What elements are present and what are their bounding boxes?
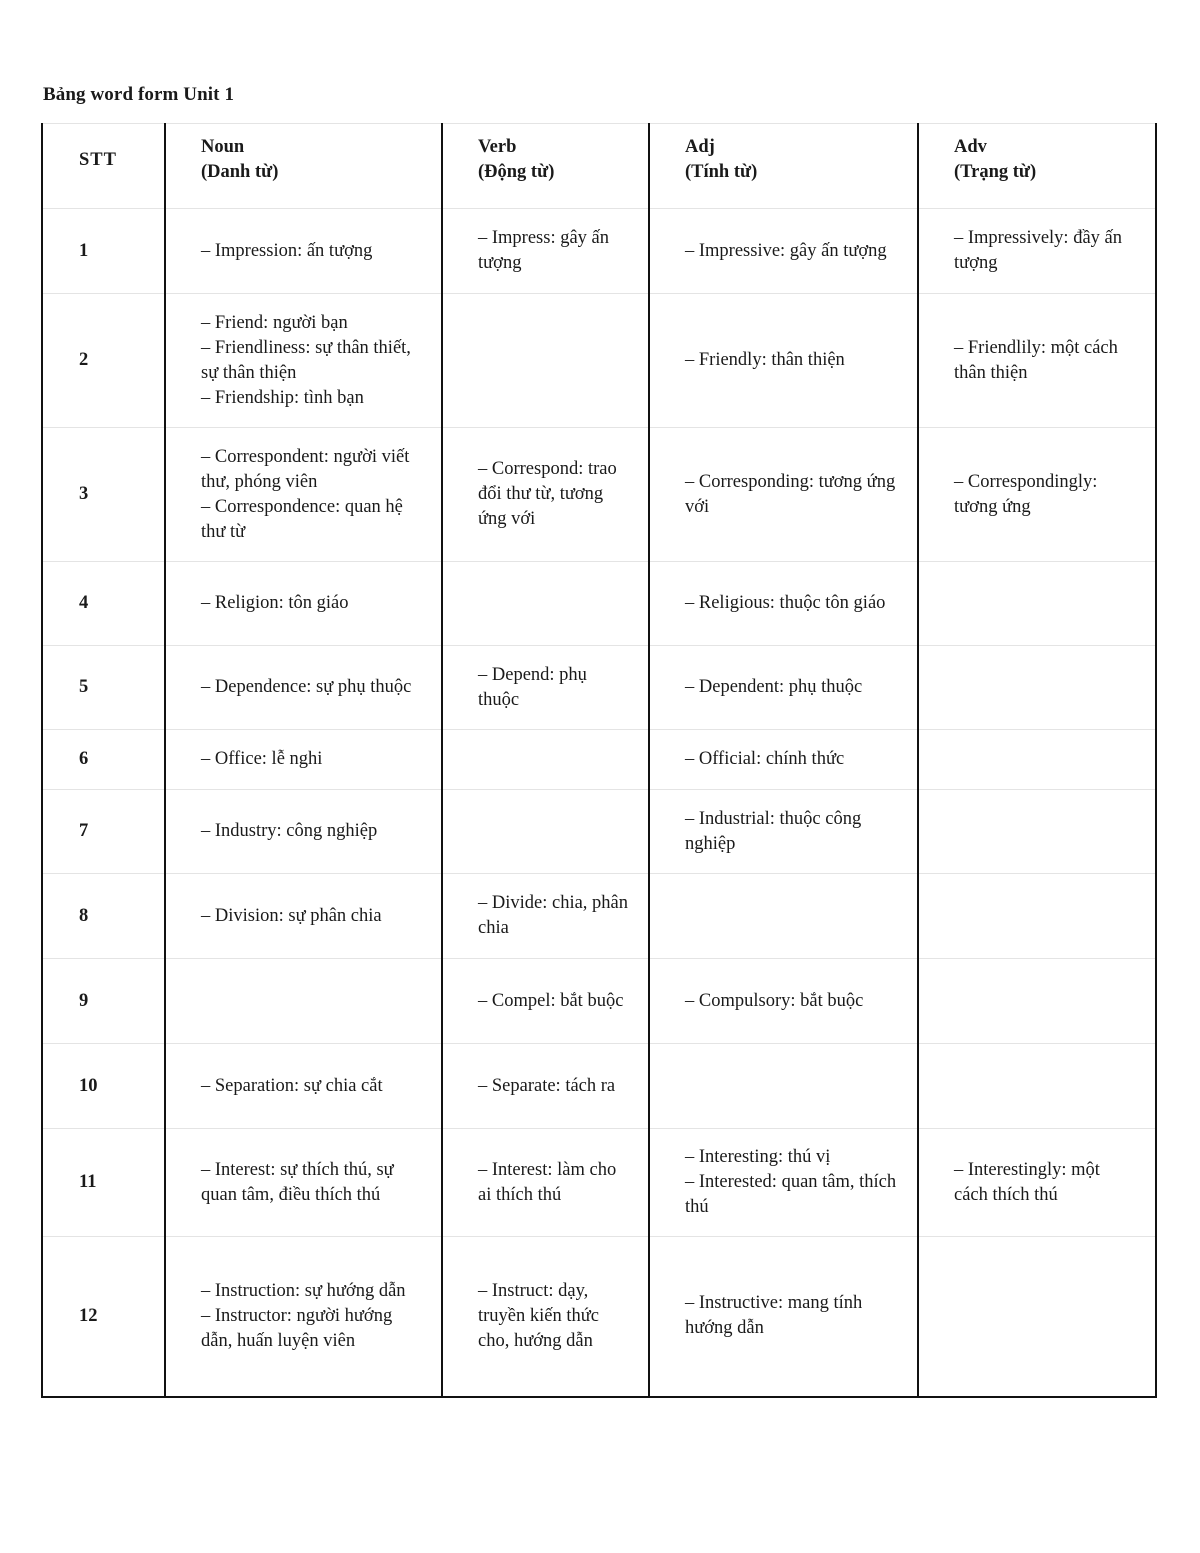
noun-text: – Dependence: sự phụ thuộc bbox=[201, 677, 412, 697]
noun-text: – Industry: công nghiệp bbox=[201, 821, 378, 841]
table-row bbox=[42, 646, 1156, 730]
noun-cell bbox=[165, 874, 442, 959]
adj-text: – Official: chính thức bbox=[685, 749, 845, 769]
verb-text: – Impress: gây ấn tượng bbox=[478, 228, 610, 273]
verb-cell bbox=[442, 562, 649, 646]
adv-cell bbox=[918, 1129, 1156, 1237]
adj-text: – Dependent: phụ thuộc bbox=[685, 677, 863, 697]
row-number-text: 10 bbox=[79, 1075, 98, 1096]
row-number bbox=[42, 1044, 165, 1129]
header-row bbox=[42, 124, 1156, 209]
adj-cell bbox=[649, 428, 918, 562]
table-row bbox=[42, 959, 1156, 1044]
verb-cell bbox=[442, 874, 649, 959]
row-number-text: 12 bbox=[79, 1305, 98, 1326]
adv-cell bbox=[918, 1044, 1156, 1129]
table-row bbox=[42, 874, 1156, 959]
adj-text: – Religious: thuộc tôn giáo bbox=[685, 593, 886, 613]
adj-cell bbox=[649, 562, 918, 646]
verb-text: – Interest: làm cho ai thích thú bbox=[478, 1159, 617, 1205]
noun-text: – Friend: người bạn – Friendliness: sự thân thiết, sự thân thiện – Friendship: tình bạn bbox=[201, 312, 411, 408]
row-number bbox=[42, 209, 165, 294]
adj-cell bbox=[649, 1237, 918, 1397]
header-verb bbox=[442, 124, 649, 209]
noun-cell bbox=[165, 1044, 442, 1129]
noun-text: – Interest: sự thích thú, sự quan tâm, điều thích thú bbox=[201, 1159, 394, 1205]
adj-cell bbox=[649, 730, 918, 790]
row-number bbox=[42, 646, 165, 730]
table-row bbox=[42, 790, 1156, 874]
noun-cell bbox=[165, 730, 442, 790]
row-number-text: 4 bbox=[79, 593, 89, 613]
verb-text: – Divide: chia, phân chia bbox=[478, 893, 629, 938]
header-adv bbox=[918, 124, 1156, 209]
adj-text: – Compulsory: bắt buộc bbox=[685, 990, 864, 1011]
row-number bbox=[42, 1129, 165, 1237]
table-row bbox=[42, 730, 1156, 790]
table-row bbox=[42, 209, 1156, 294]
table-row bbox=[42, 428, 1156, 562]
row-number bbox=[42, 1237, 165, 1397]
header-adv-sublabel: (Trạng từ) bbox=[954, 162, 1037, 182]
row-number-text: 3 bbox=[79, 484, 89, 504]
verb-cell bbox=[442, 730, 649, 790]
verb-cell bbox=[442, 790, 649, 874]
verb-cell bbox=[442, 209, 649, 294]
verb-cell bbox=[442, 1129, 649, 1237]
noun-cell bbox=[165, 646, 442, 730]
noun-cell bbox=[165, 790, 442, 874]
verb-text: – Compel: bắt buộc bbox=[478, 990, 624, 1011]
row-number-text: 11 bbox=[79, 1172, 97, 1192]
adj-cell bbox=[649, 646, 918, 730]
header-adj-sublabel: (Tính từ) bbox=[685, 162, 758, 182]
verb-text: – Correspond: trao đổi thư từ, tương ứng với bbox=[478, 459, 617, 529]
adv-cell bbox=[918, 562, 1156, 646]
adj-text: – Interesting: thú vị – Interested: quan tâm, thích thú bbox=[685, 1147, 897, 1217]
adj-cell bbox=[649, 209, 918, 294]
header-noun-label: Noun bbox=[201, 137, 245, 157]
row-number bbox=[42, 562, 165, 646]
row-number-text: 5 bbox=[79, 677, 89, 697]
row-number bbox=[42, 959, 165, 1044]
row-number bbox=[42, 874, 165, 959]
row-number-text: 6 bbox=[79, 749, 89, 769]
table-row bbox=[42, 294, 1156, 428]
header-adv-label: Adv bbox=[954, 137, 987, 157]
adv-text: – Correspondingly: tương ứng bbox=[954, 471, 1098, 517]
row-number-text: 9 bbox=[79, 990, 89, 1011]
adv-text: – Interestingly: một cách thích thú bbox=[954, 1159, 1100, 1205]
header-adj bbox=[649, 124, 918, 209]
table-row bbox=[42, 562, 1156, 646]
adj-cell bbox=[649, 790, 918, 874]
noun-text: – Separation: sự chia cắt bbox=[201, 1075, 383, 1096]
verb-cell bbox=[442, 1044, 649, 1129]
verb-cell bbox=[442, 428, 649, 562]
adj-cell bbox=[649, 959, 918, 1044]
row-number-text: 7 bbox=[79, 821, 89, 841]
verb-text: – Instruct: dạy, truyền kiến thức cho, hướng dẫn bbox=[478, 1280, 599, 1351]
noun-cell bbox=[165, 209, 442, 294]
noun-cell bbox=[165, 294, 442, 428]
document-title: Bảng word form Unit 1 bbox=[43, 84, 235, 105]
adv-cell bbox=[918, 790, 1156, 874]
header-verb-sublabel: (Động từ) bbox=[478, 162, 555, 182]
table-row bbox=[42, 1237, 1156, 1397]
row-number bbox=[42, 730, 165, 790]
noun-cell bbox=[165, 959, 442, 1044]
noun-text: – Division: sự phân chia bbox=[201, 905, 382, 926]
adj-text: – Instructive: mang tính hướng dẫn bbox=[685, 1293, 863, 1339]
noun-cell bbox=[165, 1129, 442, 1237]
adv-cell bbox=[918, 294, 1156, 428]
word-form-table bbox=[41, 123, 1157, 1398]
verb-cell bbox=[442, 1237, 649, 1397]
adj-cell bbox=[649, 294, 918, 428]
adj-text: – Friendly: thân thiện bbox=[685, 350, 845, 370]
table-row bbox=[42, 1044, 1156, 1129]
header-adj-label: Adj bbox=[685, 137, 715, 157]
table-row bbox=[42, 1129, 1156, 1237]
adv-cell bbox=[918, 209, 1156, 294]
adj-cell bbox=[649, 1129, 918, 1237]
verb-cell bbox=[442, 294, 649, 428]
header-noun-sublabel: (Danh từ) bbox=[201, 162, 279, 182]
noun-text: – Religion: tôn giáo bbox=[201, 593, 349, 613]
noun-cell bbox=[165, 562, 442, 646]
adv-cell bbox=[918, 646, 1156, 730]
adj-cell bbox=[649, 1044, 918, 1129]
adj-text: – Impressive: gây ấn tượng bbox=[685, 240, 887, 261]
table-body bbox=[42, 209, 1156, 1397]
adj-cell bbox=[649, 874, 918, 959]
verb-cell bbox=[442, 646, 649, 730]
header-verb-label: Verb bbox=[478, 137, 517, 157]
verb-text: – Separate: tách ra bbox=[478, 1075, 616, 1096]
noun-cell bbox=[165, 428, 442, 562]
adv-text: – Impressively: đầy ấn tượng bbox=[954, 228, 1122, 273]
adj-text: – Corresponding: tương ứng với bbox=[685, 471, 896, 517]
adv-cell bbox=[918, 1237, 1156, 1397]
row-number bbox=[42, 428, 165, 562]
verb-text: – Depend: phụ thuộc bbox=[478, 664, 587, 710]
noun-cell bbox=[165, 1237, 442, 1397]
noun-text: – Instruction: sự hướng dẫn – Instructor: người hướng dẫn, huấn luyện viên bbox=[201, 1280, 406, 1351]
adj-text: – Industrial: thuộc công nghiệp bbox=[685, 808, 862, 854]
header-noun bbox=[165, 124, 442, 209]
row-number bbox=[42, 790, 165, 874]
row-number-text: 1 bbox=[79, 240, 89, 261]
noun-text: – Impression: ấn tượng bbox=[201, 240, 373, 261]
noun-text: – Office: lễ nghi bbox=[201, 749, 323, 769]
adv-cell bbox=[918, 730, 1156, 790]
adv-text: – Friendlily: một cách thân thiện bbox=[954, 337, 1118, 383]
verb-cell bbox=[442, 959, 649, 1044]
row-number-text: 8 bbox=[79, 905, 89, 926]
row-number bbox=[42, 294, 165, 428]
adv-cell bbox=[918, 874, 1156, 959]
noun-text: – Correspondent: người viết thư, phóng viên – Correspondence: quan hệ thư từ bbox=[201, 446, 410, 542]
adv-cell bbox=[918, 428, 1156, 562]
adv-cell bbox=[918, 959, 1156, 1044]
header-stt: STT bbox=[42, 124, 165, 209]
row-number-text: 2 bbox=[79, 350, 89, 370]
